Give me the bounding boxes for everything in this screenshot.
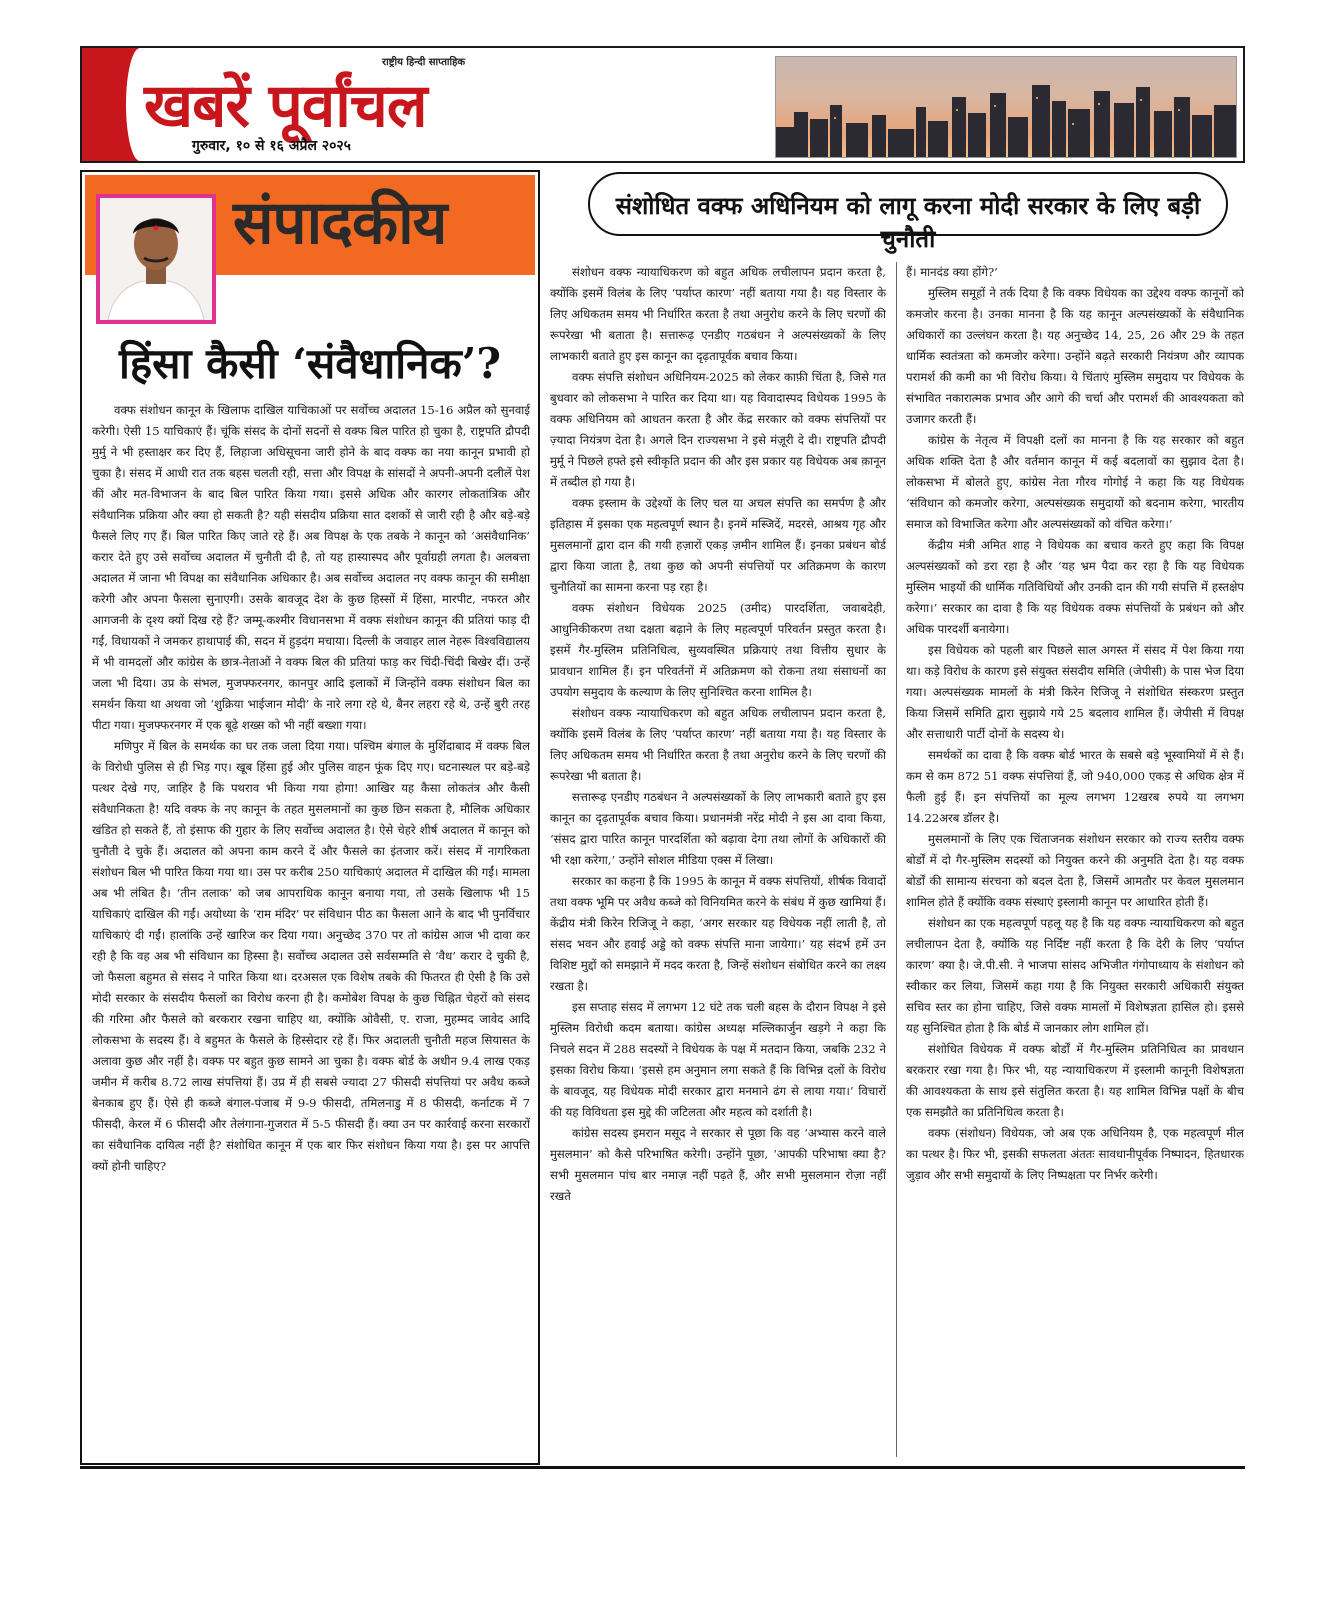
article-column-1: [550, 262, 886, 1462]
page-number: २: [103, 93, 125, 139]
article-paragraph: इस सप्ताह संसद में लगभग 12 घंटे तक चली बहस के दौरान विपक्ष ने इसे मुस्लिम विरोधी कदम बताया। कांग्रेस अध्यक्ष मल्लिकार्जुन खड़गे ने कहा कि निचले सदन में 288 सदस्यों ने विधेयक के पक्ष में मतदान किया, जबकि 232 ने इसका विरोध किया। ‘इससे हम अनुमान लगा सकते हैं कि विभिन्न दलों के विरोध के बावजूद, यह विधेयक मोदी सरकार द्वारा मनमाने ढंग से लाया गया।’ विचारों की यह विविधता इस मुद्दे की जटिलता और महत्व को दर्शाती है।: [550, 1000, 886, 1119]
editorial-body: [92, 400, 530, 1460]
article-paragraph: कांग्रेस सदस्य इमरान मसूद ने सरकार से पूछा कि वह ‘अभ्यास करने वाले मुसलमान’ को कैसे परिभाषित करेगी। उन्होंने पूछा, ‘आपकी परिभाषा क्या है? सभी मुसलमान पांच बार नमाज़ नहीं पढ़ते हैं, और सभी मुसलमान रोज़ा नहीं रखते: [550, 1126, 886, 1203]
article-paragraph: सत्तारूढ़ एनडीए गठबंधन ने अल्पसंख्यकों के लिए लाभकारी बताते हुए इस कानून का दृढ़तापूर्वक बचाव किया। प्रधानमंत्री नरेंद्र मोदी ने इस आ दावा किया, ‘संसद द्वारा पारित कानून पारदर्शिता को बढ़ावा देगा तथा लोगों के अधिकारों की भी रक्षा करेगा,’ उन्होंने सोशल मीडिया एक्स में लिखा।: [550, 790, 886, 867]
editorial-paragraph: मणिपुर में बिल के समर्थक का घर तक जला दिया गया। पश्चिम बंगाल के मुर्शिदाबाद में वक्फ बिल के विरोधी पुलिस से ही भिड़ गए। खूब हिंसा हुई और पुलिस वाहन फूंक दिए गए। घटनास्थल पर बड़े-बड़े पत्थर देखे गए, जाहिर है कि पथराव भी किया गया होगा! आखिर यह कैसा लोकतंत्र और कैसी संवैधानिकता है! यदि वक्फ के नए कानून के तहत मुसलमानों का कुछ छिन सकता है, मौलिक अधिकार खंडित हो सकते हैं, तो इंसाफ की गुहार के लिए सर्वोच्च अदालत है। ऐसे चेहरे शीर्ष अदालत में कानून को चुनौती दे चुके हैं। अदालत को अपना काम करने दें और फैसले का इंतजार करें। संसद में नागरिकता संशोधन बिल भी पारित किया गया था। उस पर करीब 250 याचिकाएं अदालत में दाखिल की गईं। मामला अब भी लंबित है। ‘तीन तलाक’ को जब आपराधिक कानून बनाया गया, तो उसके खिलाफ भी 15 याचिकाएं दाखिल की गईं। अयोध्या के ‘राम मंदिर’ पर संविधान पीठ का फैसला आने के बाद भी पुनर्विचार याचिकाएं दी गईं। हालांकि उन्हें खारिज कर दिया गया। अनुच्छेद 370 पर तो कांग्रेस आज भी दावा कर रही है कि वह अब भी संविधान का हिस्सा है। सर्वोच्च अदालत उसे सर्वसम्मति से ‘वैध’ करार दे चुकी है, जो फैसला बहुमत से संसद ने पारित किया था। दरअसल एक विशेष तबके की फितरत ही ऐसी है कि उसे मोदी सरकार के संसदीय फैसलों का विरोध करना ही है। कमोबेश विपक्ष के कुछ चिह्नित चेहरों को संसद की गरिमा और फैसले को बरकरार रखना चाहिए था, क्योंकि ओवैसी, ए. राजा, मुहम्मद जावेद आदि लोकसभा के सदस्य हैं। वे बहुमत के फैसले के हिस्सेदार रहे हैं। फिर अदालती चुनौती महज सियासत के अलावा कुछ और नहीं है। वक्फ पर बहुत कुछ सामने आ चुका है। वक्फ बोर्ड के अधीन 9.4 लाख एकड़ जमीन में करीब 8.72 लाख संपत्तियां हैं। उप्र में ही सबसे ज्यादा 27 फीसदी संपत्तियां पर अवैध कब्जे बेनकाब हुए हैं। ऐसे ही कब्जे बंगाल-पंजाब में 9-9 फीसदी, तमिलनाडु में 8 फीसदी, कर्नाटक में 7 फीसदी, केरल में 6 फीसदी और तेलंगाना-गुजरात में 5-5 फीसदी हैं। क्या उन पर कार्रवाई करना सरकारों का संवैधानिक दायित्व नहीं है? संशोधित कानून में एक बार फिर संशोधन किया गया है। इस पर आपत्ति क्यों होनी चाहिए?: [92, 739, 530, 1173]
issue-date: गुरुवार, १० से १६ अप्रैल २०२५: [192, 138, 351, 154]
article-paragraph: मुसलमानों के लिए एक चिंताजनक संशोधन सरकार को राज्य स्तरीय वक्फ बोर्डों में दो गैर-मुस्लिम सदस्यों को नियुक्त करने की अनुमति देता है। यह वक्फ बोर्डों की सामान्य संरचना को बदल देता है, जिसमें आमतौर पर केवल मुसलमान शामिल होते हैं क्योंकि वक्फ संस्थाएं इस्लामी कानून पर आधारित होती हैं।: [906, 832, 1244, 909]
editorial-label: संपादकीय: [233, 188, 447, 258]
editor-photo: [96, 194, 216, 324]
tagline: राष्ट्रीय हिन्दी साप्ताहिक: [382, 57, 466, 68]
city-skyline-image: [775, 56, 1237, 158]
article-column-2: [906, 262, 1244, 1462]
editorial-headline: हिंसा कैसी ‘संवैधानिक’?: [119, 339, 501, 388]
article-paragraph: वक्फ संशोधन विधेयक 2025 (उमीद) पारदर्शिता, जवाबदेही, आधुनिकीकरण तथा दक्षता बढ़ाने के लिए महत्वपूर्ण परिवर्तन प्रस्तुत करता है। इसमें गैर-मुस्लिम प्रतिनिधित्व, सुव्यवस्थित प्रक्रियाएं तथा वित्तीय सुधार के प्रावधान शामिल हैं। इन परिवर्तनों में अतिक्रमण को रोकना तथा संसाधनों का उपयोग समुदाय के कल्याण के लिए सुनिश्चित करना शामिल है।: [550, 601, 886, 699]
article-paragraph: हैं। मानदंड क्या होंगे?’: [906, 265, 998, 279]
column-divider: [896, 262, 897, 1457]
article-paragraph: केंद्रीय मंत्री अमित शाह ने विधेयक का बचाव करते हुए कहा कि विपक्ष अल्पसंख्यकों को डरा रहा है और ‘यह भ्रम पैदा कर रहा है कि यह विधेयक मुस्लिम भाइयों की धार्मिक गतिविधियों और उनकी दान की गयी संपत्ति में हस्तक्षेप करेगा।’ सरकार का दावा है कि यह विधेयक वक्फ संपत्तियों के प्रबंधन को और अधिक पारदर्शी बनायेगा।: [906, 538, 1244, 636]
article-headline-box: [588, 172, 1228, 253]
article-paragraph: समर्थकों का दावा है कि वक्फ बोर्ड भारत के सबसे बड़े भूस्वामियों में से हैं। कम से कम 872 51 वक्फ संपत्तियां हैं, जो 940,000 एकड़ से अधिक क्षेत्र में फैली हुई हैं। इन संपत्तियों का मूल्य लगभग 12खरब रुपये या लगभग 14.22अरब डॉलर है।: [906, 748, 1244, 825]
article-paragraph: वक्फ (संशोधन) विधेयक, जो अब एक अधिनियम है, एक महत्वपूर्ण मील का पत्थर है। फिर भी, इसकी सफलता अंततः सावधानीपूर्वक निष्पादन, हितधारक जुड़ाव और सभी समुदायों के लिए निष्पक्षता पर निर्भर करेगी।: [906, 1126, 1244, 1182]
editorial-paragraph: वक्फ संशोधन कानून के खिलाफ दाखिल याचिकाओं पर सर्वोच्च अदालत 15-16 अप्रैल को सुनवाई करेगी। ऐसी 15 याचिकाएं हैं। चूंकि संसद के दोनों सदनों से वक्फ बिल पारित हो चुका है, राष्ट्रपति द्रौपदी मुर्मु ने भी हस्ताक्षर कर दिए हैं, लिहाजा अधिसूचना जारी होने के बाद वक्फ का नया कानून प्रभावी हो चुका है। संसद में आधी रात तक बहस चलती रही, सत्ता और विपक्ष के सांसदों ने अपनी-अपनी दलीलें पेश कीं और मत-विभाजन के बाद बिल पारित किया गया। इससे अधिक और कारगर लोकतांत्रिक और संवैधानिक प्रक्रिया और क्या हो सकती है? यही संसदीय प्रक्रिया सात दशकों से जारी रही है और बड़े-बड़े फैसले लिए गए हैं। बिल पारित किए जाते रहे हैं। अब विपक्ष के एक तबके ने कानून को ‘असंवैधानिक’ करार देते हुए उसे सर्वोच्च अदालत में चुनौती दी है, तो यह हास्यास्पद और पूर्वाग्रही लगता है। अलबत्ता अदालत में जाना भी विपक्ष का संवैधानिक अधिकार है। अब सर्वोच्च अदालत नए वक्फ कानून की समीक्षा करेगी और अपना फैसला सुनाएगी। उसके बावजूद देश के कुछ हिस्सों में हिंसा, मारपीट, नफरत और आगजनी के दृश्य क्यों दिख रहे हैं? जम्मू-कश्मीर विधानसभा में वक्फ संशोधन कानून की प्रतियां फाड़ दी गईं, विधायकों ने जमकर हाथापाई की, सदन में हुड़दंग मचाया। दिल्ली के जवाहर लाल नेहरू विश्वविद्यालय में भी वामदलों और कांग्रेस के छात्र-नेताओं ने वक्फ बिल की प्रतियां फाड़ कर चिंदी-चिंदी बिखेर दीं। उन्हें जला भी दिया। उप्र के संभल, मुजफ्फरनगर, कानपुर आदि इलाकों में जिन्होंने वक्फ संशोधन बिल का समर्थन किया था अथवा जो ‘शुक्रिया भाईजान मोदी’ के नारे लगा रहे थे, बैनर लहरा रहे थे, उन्हें बुरी तरह पीटा गया। मुजफ्फरनगर में एक बूढ़े शख्स को भी नहीं बख्शा गया।: [92, 403, 530, 732]
bottom-rule: [80, 1466, 1245, 1469]
article-headline: संशोधित वक्फ अधिनियम को लागू करना मोदी सरकार के लिए बड़ी चुनौती: [615, 192, 1201, 253]
article-paragraph: संशोधन का एक महत्वपूर्ण पहलू यह है कि यह वक्फ न्यायाधिकरण को बहुत लचीलापन देता है, क्योंकि यह निर्दिष्ट नहीं करता है कि देरी के लिए ‘पर्याप्त कारण’ क्या है। जे.पी.सी. ने भाजपा सांसद अभिजीत गंगोपाध्याय के संशोधन को स्वीकार कर लिया, जिसमें कहा गया है कि नियुक्त सरकारी अधिकारी संयुक्त सचिव स्तर का होना चाहिए, जिसे वक्फ मामलों में विशेषज्ञता हासिल हो। इससे यह सुनिश्चित होता है कि बोर्ड में जानकार लोग शामिल हों।: [906, 916, 1244, 1035]
article-paragraph: मुस्लिम समूहों ने तर्क दिया है कि वक्फ विधेयक का उद्देश्य वक्फ कानूनों को कमजोर करना है। उनका मानना है कि यह कानून अल्पसंख्यकों के संवैधानिक अधिकारों का उल्लंघन करता है। यह अनुच्छेद 14, 25, 26 और 29 के तहत धार्मिक स्वतंत्रता को कमजोर करेगा। उन्होंने बढ़ते सरकारी नियंत्रण और व्यापक परामर्श की कमी का भी विरोध किया। ये चिंताएं मुस्लिम समुदाय पर विधेयक के संभावित नकारात्मक प्रभाव और आगे की चर्चा और परामर्श की आवश्यकता को उजागर करती हैं।: [906, 286, 1244, 426]
article-paragraph: संशोधित विधेयक में वक्फ बोर्डों में गैर-मुस्लिम प्रतिनिधित्व का प्रावधान बरकरार रखा गया है। फिर भी, यह न्यायाधिकरण में इस्लामी कानूनी विशेषज्ञता की आवश्यकता के साथ इसे संतुलित करता है। यह शामिल विभिन्न पक्षों के बीच एक समझौते का प्रतिनिधित्व करता है।: [906, 1042, 1244, 1119]
article-paragraph: संशोधन वक्फ न्यायाधिकरण को बहुत अधिक लचीलापन प्रदान करता है, क्योंकि इसमें विलंब के लिए ‘पर्याप्त कारण’ नहीं बताया गया है। यह विस्तार के लिए अधिकतम समय भी निर्धारित करता है तथा अनुरोध करने के लिए चरणों की रूपरेखा भी बताता है। सत्तारूढ़ एनडीए गठबंधन ने अल्पसंख्यकों के लिए लाभकारी बताते हुए इस कानून का दृढ़तापूर्वक बचाव किया।: [550, 265, 886, 363]
article-paragraph: वक्फ संपत्ति संशोधन अधिनियम-2025 को लेकर काफ़ी चिंता है, जिसे गत बुधवार को लोकसभा ने पारित कर दिया था। यह विवादास्पद विधेयक 1995 के वक्फ अधिनियम को आधतन करता है और केंद्र सरकार को वक्फ संपत्तियों पर ज़्यादा नियंत्रण देता है। अगले दिन राज्यसभा ने इसे मंज़ूरी दे दी। राष्ट्रपति द्रौपदी मुर्मू ने पिछले हफ्ते इसे स्वीकृति प्रदान की और इस प्रकार यह विधेयक अब क़ानून में तब्दील हो गया है।: [550, 370, 886, 489]
article-paragraph: इस विधेयक को पहली बार पिछले साल अगस्त में संसद में पेश किया गया था। कड़े विरोध के कारण इसे संयुक्त संसदीय समिति (जेपीसी) के पास भेज दिया गया। अल्पसंख्यक मामलों के मंत्री किरेन रिजिजू ने संशोधित संस्करण प्रस्तुत किया जिसमें समिति द्वारा सुझाये गये 25 बदलाव शामिल हैं। जेपीसी में विपक्ष और सत्ताधारी पार्टी दोनों के सदस्य थे।: [906, 643, 1244, 741]
newspaper-title: खबरें पूर्वांचल: [144, 71, 427, 141]
article-paragraph: सरकार का कहना है कि 1995 के कानून में वक्फ संपत्तियों, शीर्षक विवादों तथा वक्फ भूमि पर अवैध कब्जे को विनियमित करने के संबंध में कुछ खामियां हैं। केंद्रीय मंत्री किरेन रिजिजू ने कहा, ‘अगर सरकार यह विधेयक नहीं लाती है, तो संसद भवन और हवाई अड्डे को वक्फ संपत्ति माना जायेगा।’ यह संदर्भ हमें उन विशिष्ट मुद्दों को समझाने में मदद करता है, जिन्हें संशोधन संबोधित करने का लक्ष्य रखता है।: [550, 874, 886, 993]
masthead: [80, 46, 1245, 163]
editorial-panel: [80, 170, 540, 1465]
article-paragraph: संशोधन वक्फ न्यायाधिकरण को बहुत अधिक लचीलापन प्रदान करता है, क्योंकि इसमें विलंब के लिए ‘पर्याप्त कारण’ नहीं बताया गया है। यह विस्तार के लिए अधिकतम समय भी निर्धारित करता है तथा अनुरोध करने के लिए चरणों की रूपरेखा भी बताता है।: [550, 706, 886, 783]
article-paragraph: वक्फ इस्लाम के उद्देश्यों के लिए चल या अचल संपत्ति का समर्पण है और इतिहास में इसका एक महत्वपूर्ण स्थान है। इनमें मस्जिदें, मदरसे, आश्रय गृह और मुसलमानों द्वारा दान की गयी हज़ारों एकड़ ज़मीन शामिल हैं। इनका प्रबंधन बोर्ड द्वारा किया जाता है, तथा कुछ को अपनी संपत्तियों पर अतिक्रमण के कारण चुनौतियों का सामना करना पड़ रहा है।: [550, 496, 886, 594]
article-paragraph: कांग्रेस के नेतृत्व में विपक्षी दलों का मानना है कि यह सरकार को बहुत अधिक शक्ति देता है और वर्तमान कानून में कई बदलावों का सुझाव देता है। लोकसभा में बोलते हुए, कांग्रेस नेता गौरव गोगोई ने कहा कि यह विधेयक ‘संविधान को कमजोर करेगा, अल्पसंख्यक समुदायों को बदनाम करेगा, भारतीय समाज को विभाजित करेगा और अल्पसंख्यकों को वंचित करेगा।’: [906, 433, 1244, 531]
